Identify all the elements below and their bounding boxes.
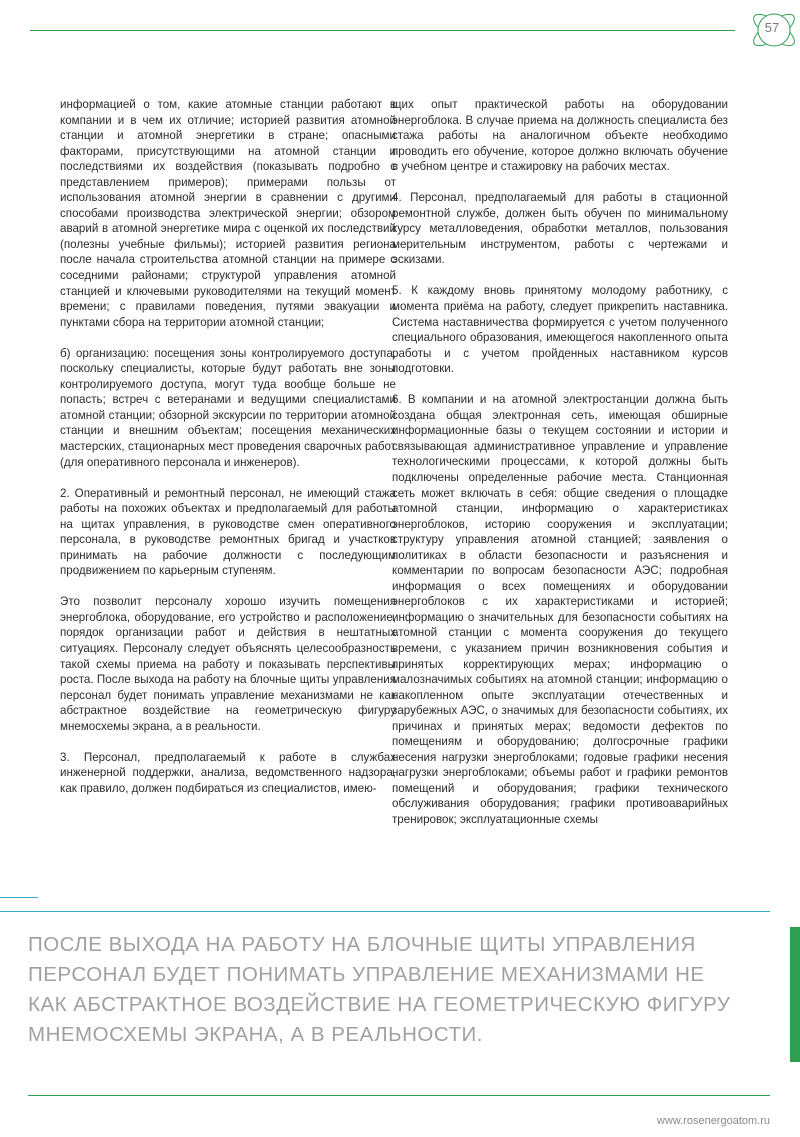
page-number: 57 bbox=[764, 20, 780, 35]
left-column bbox=[60, 97, 396, 796]
top-rule bbox=[30, 30, 735, 31]
side-accent-bar bbox=[790, 927, 800, 1062]
quote-rule-long bbox=[0, 911, 770, 912]
paragraph: 2. Оперативный и ремонтный персонал, не имеющий стажа работы на похожих объектах и предполагаемый для работы на щитах управления, в руководстве смен оперативного персонала, в руководстве ремонтных бригад и участков принимать на рабочие должности с последующим продвижением по карьерным ступеням. bbox=[60, 486, 396, 578]
quote-rule-short bbox=[0, 897, 38, 898]
paragraph: 6. В компании и на атомной электростанции должна быть создана общая электронная сеть, имеющая обширные информационные базы о текущем состоянии и истории и связывающая административное управление и управление технологическими процессами, к которой должны быть подключены определенные рабочие места. Станционная сеть может включать в себя: общие сведения о площадке атомной станции, информацию о характеристиках энергоблоков, историю сооружения и эксплуатации; структуру управления атомной станцией; заявления о политиках в области безопасности и разъяснения и комментарии по вопросам безопасности АЭС; подробная информация о всех помещениях и оборудовании энергоблоков с их характеристиками и историей; информацию о значительных для безопасности событиях на атомной станции с момента сооружения до текущего времени, с указанием причин возникновения события и принятых корректирующих мерах; информацию о малозначимых событиях на атомной станции; информацию о накопленном опыте эксплуатации отечественных и зарубежных АЭС, о значимых для безопасности событиях, их причинах и принятых мерах; ведомости дефектов по помещениям и оборудованию; долгосрочные графики несения нагрузки энергоблоками; годовые графики несения нагрузки энергоблоками; объемы работ и графики ремонтов помещений и оборудования; графики технического обслуживания оборудования; графики противоаварийных тренировок; эксплуатационные схемы bbox=[392, 393, 728, 827]
bottom-rule bbox=[28, 1095, 770, 1096]
paragraph: 5. К каждому вновь принятому молодому работнику, с момента приёма на работу, следует прикрепить наставника. Система наставничества формируется с учетом полученного специального образования, имеющегося накопленного опыта работы и с учетом пройденных наставником курсов подготовки. bbox=[392, 284, 728, 376]
right-column bbox=[392, 97, 728, 828]
paragraph: 4. Персонал, предполагаемый для работы в стационной ремонтной службе, должен быть обучен по минимальному курсу металловедения, обработки металлов, пользования мерительным инструментом, работы с чертежами и эскизами. bbox=[392, 191, 728, 267]
paragraph: Это позволит персоналу хорошо изучить помещения энергоблока, оборудование, его устройство и расположение, порядок организации работ и действия в нештатных ситуациях. Персоналу следует объяснять целесообразность такой схемы приема на работу и показывать перспективы роста. После выхода на работу на блочные щиты управления персонал будет понимать управление механизмами не как абстрактное воздействие на геометрическую фигуру мнемосхемы экрана, а в реальности. bbox=[60, 595, 396, 733]
paragraph: б) организацию: посещения зоны контролируемого доступа, поскольку специалисты, которые будут работать вне зоны контролируемого доступа, могут туда вообще больше не попасть; встреч с ветеранами и ведущими специалистами атомной станции; обзорной экскурсии по территории атомной станции и внешним объектам; посещения механических мастерских, стационарных мест проведения сварочных работ (для оперативного персонала и инженеров). bbox=[60, 346, 396, 469]
pull-quote: ПОСЛЕ ВЫХОДА НА РАБОТУ НА БЛОЧНЫЕ ЩИТЫ УПРАВЛЕНИЯ ПЕРСОНАЛ БУДЕТ ПОНИМАТЬ УПРАВЛЕНИЕ МЕХАНИЗМАМИ НЕ КАК АБСТРАКТНОЕ ВОЗДЕЙСТВИЕ НА ГЕОМЕТРИЧЕСКУЮ ФИГУРУ МНЕМОСХЕМЫ ЭКРАНА, А В РЕАЛЬНОСТИ. bbox=[28, 933, 731, 1046]
paragraph: 3. Персонал, предполагаемый к работе в службах инженерной поддержки, анализа, ведомственного надзора, как правило, должен подбираться из специалистов, имею- bbox=[60, 750, 396, 795]
website-link[interactable]: www.rosenergoatom.ru bbox=[656, 1115, 770, 1127]
paragraph: щих опыт практической работы на оборудовании энергоблока. В случае приема на должность специалиста без стажа работы на аналогичном объекте необходимо проводить его обучение, которое должно включать обучение в учебном центре и стажировку на рабочих местах. bbox=[392, 98, 728, 174]
paragraph: информацией о том, какие атомные станции работают в компании и в чем их отличие; историей развития атомной станции и атомной энергетики в стране; опасными факторами, присутствующими на атомной станции и последствиями их воздействия (показывать подробно с представлением примеров); примерами пользы от использования атомной энергии в сравнении с другими способами производства электрической энергии; обзором аварий в атомной энергетике мира с оценкой их последствий (полезны учебные фильмы); историей развития региона после начала строительства атомной станции на примере с соседними районами; структурой управления атомной станцией и ключевыми руководителями на текущий момент времени; с правилами поведения, путями эвакуации и пунктами сбора на территории атомной станции; bbox=[60, 98, 396, 329]
